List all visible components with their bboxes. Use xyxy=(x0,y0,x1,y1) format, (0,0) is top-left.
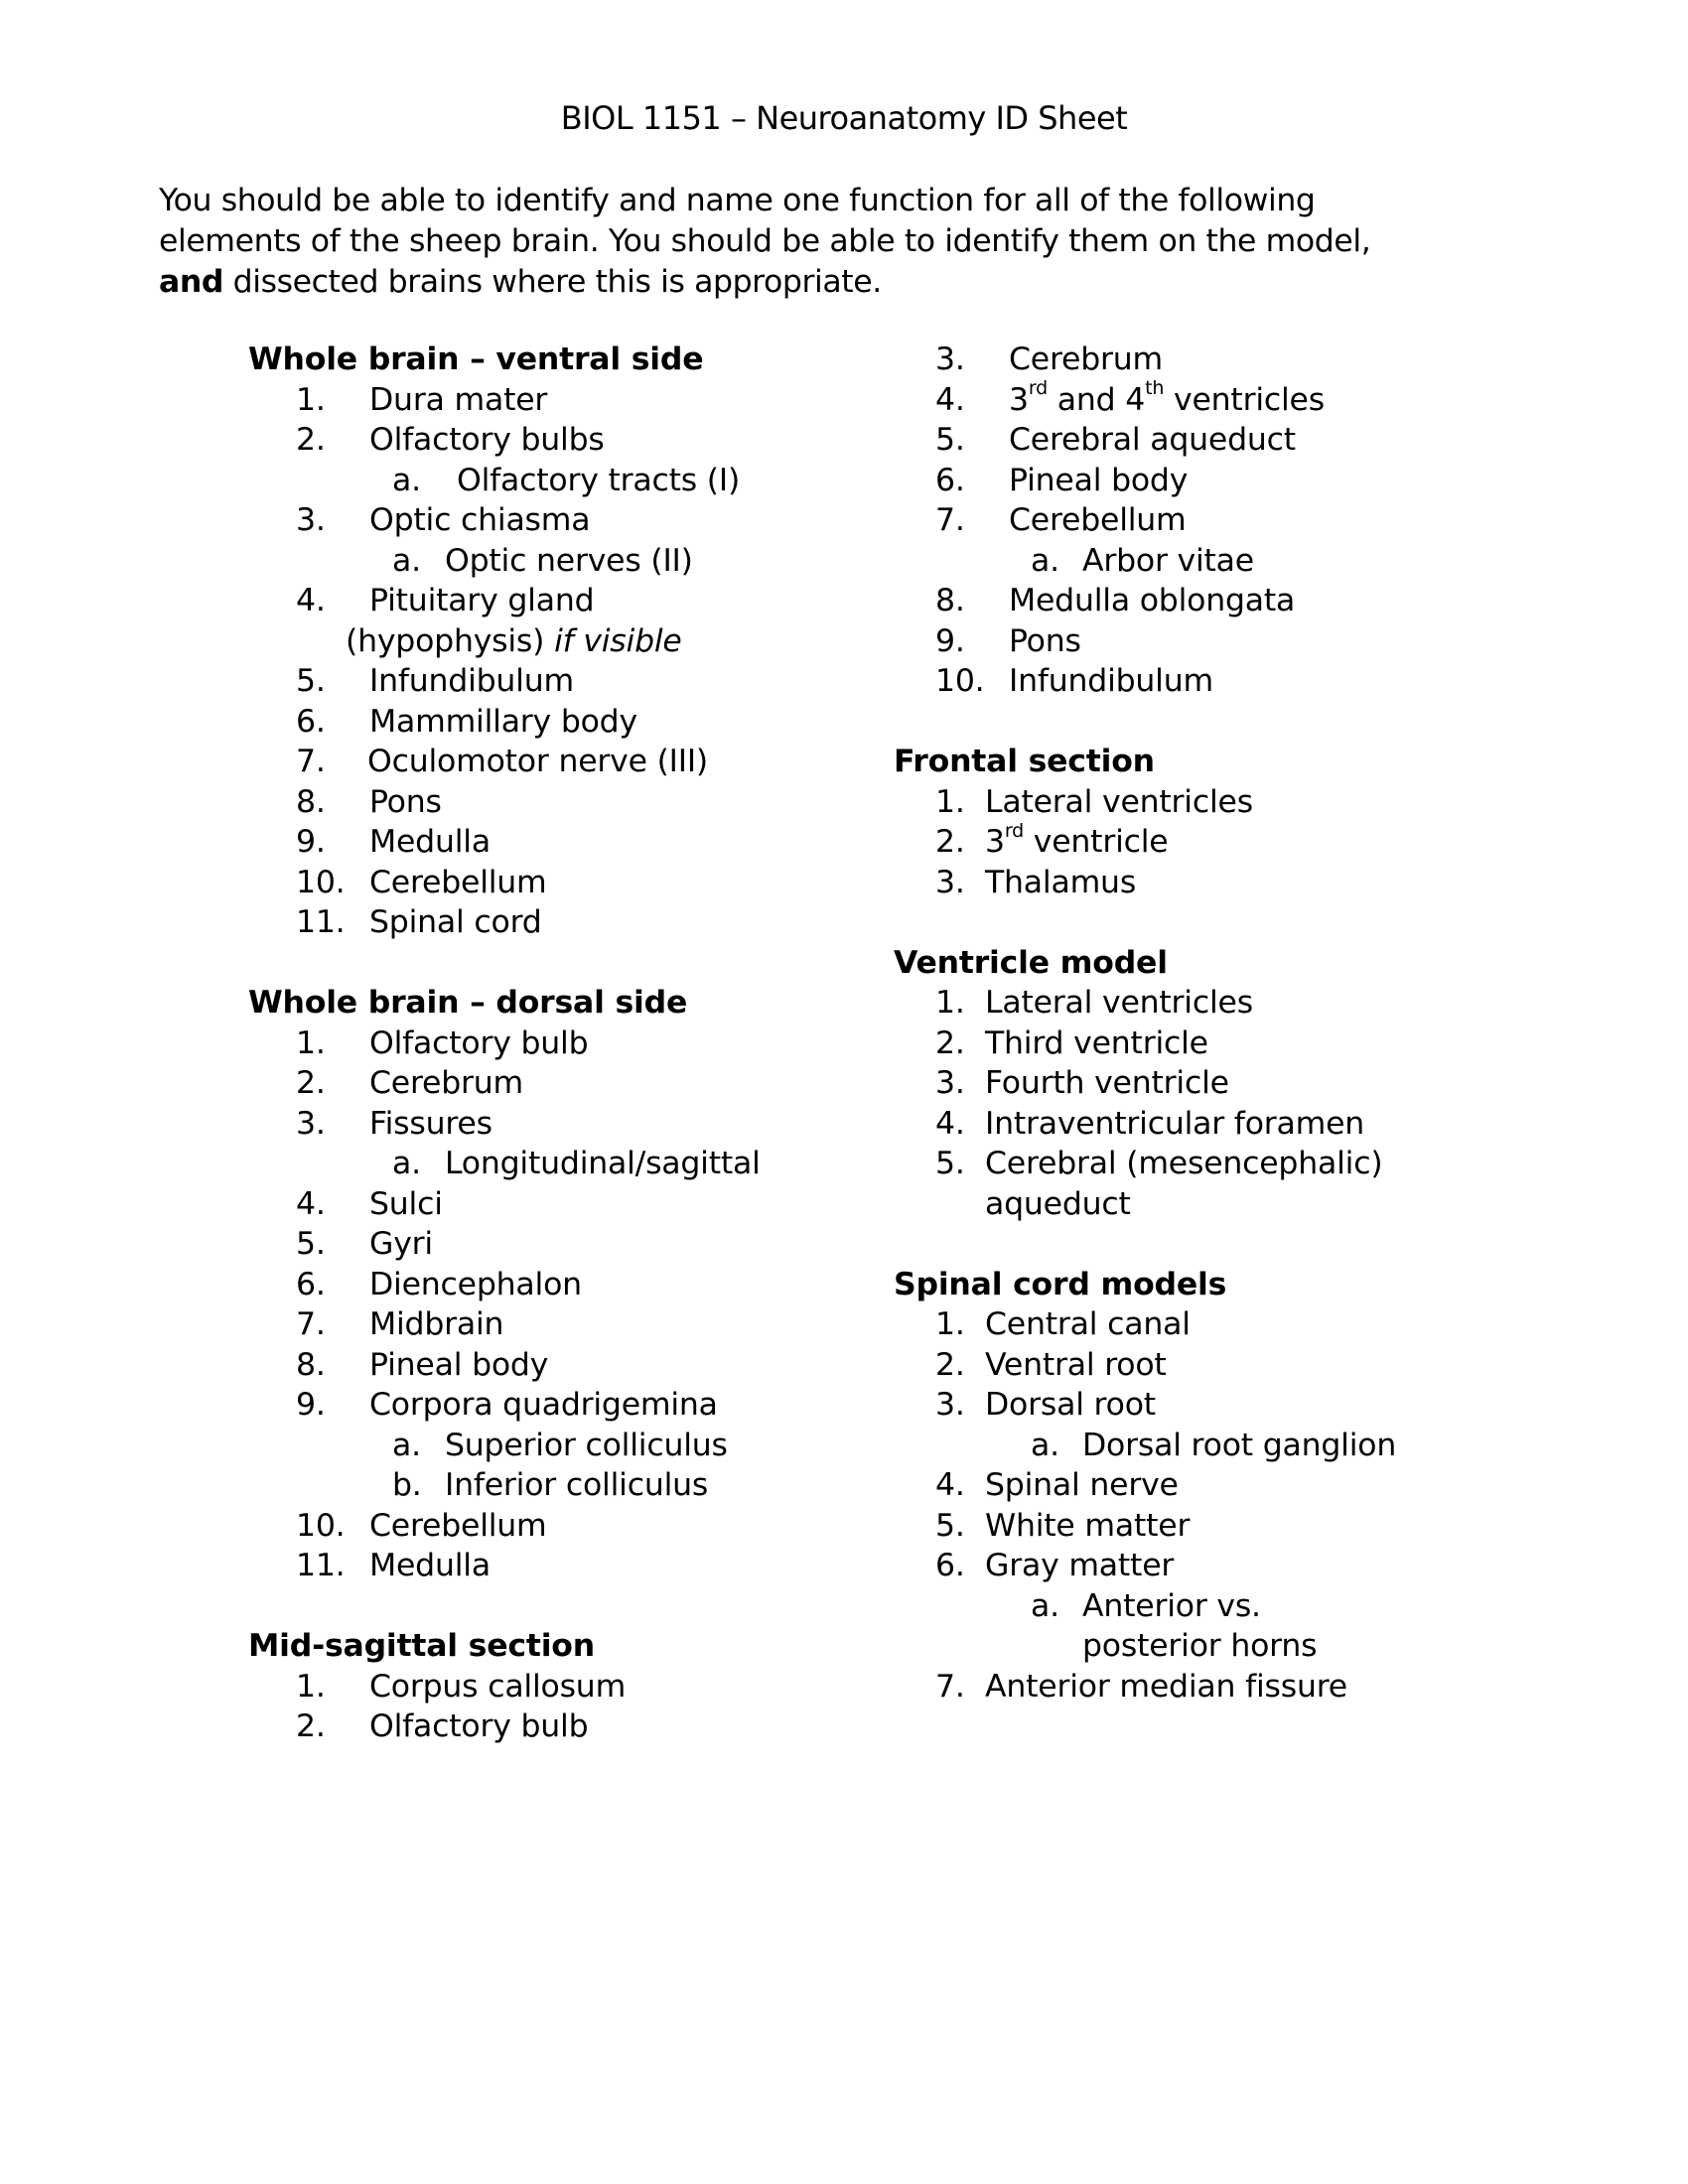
list-item: 3. Dorsal root xyxy=(935,1387,1156,1423)
list-subitem: b. Inferior colliculus xyxy=(392,1467,709,1503)
list-item: 9. Pons xyxy=(935,622,1081,659)
right-column xyxy=(894,340,1489,1706)
list-item: 3. Fissures xyxy=(296,1105,492,1142)
list-item: 2. Olfactory bulbs xyxy=(296,422,605,458)
list-item: 6. Gray matter xyxy=(935,1548,1175,1583)
section-heading-spinal: Spinal cord models xyxy=(894,1266,1227,1302)
list-item: 4. Sulci xyxy=(296,1185,443,1222)
list-item: 3. Thalamus xyxy=(935,864,1137,900)
list-item-continuation: aqueduct xyxy=(985,1185,1131,1222)
list-item: 1. Lateral ventricles xyxy=(935,783,1253,820)
list-item: 2. Third ventricle xyxy=(935,1024,1208,1061)
if-visible-note: if visible xyxy=(554,622,682,659)
list-item-continuation: posterior horns xyxy=(1082,1628,1318,1664)
left-column xyxy=(248,340,864,1747)
list-item: 7. Cerebellum xyxy=(935,502,1187,538)
list-item: 2. 3rd ventricle xyxy=(935,819,1169,860)
list-item: 1. Dura mater xyxy=(296,381,548,418)
list-item: 7. Midbrain xyxy=(296,1306,504,1342)
list-item: 3. Optic chiasma xyxy=(296,502,591,538)
list-item: 11. Spinal cord xyxy=(296,904,542,940)
list-item: 7. Oculomotor nerve (III) xyxy=(296,744,709,779)
list-item: 2. Olfactory bulb xyxy=(296,1708,589,1744)
intro-line: elements of the sheep brain. You should be able to identify them on the model, xyxy=(159,223,1371,259)
intro-line xyxy=(159,262,1549,303)
list-subitem: a. Olfactory tracts (I) xyxy=(392,462,741,498)
list-item: 4. Pituitary gland xyxy=(296,583,595,618)
intro-emphasis: and xyxy=(159,264,224,300)
list-item: 5. Infundibulum xyxy=(296,663,574,699)
intro-paragraph xyxy=(159,181,1549,303)
list-item: 3. Fourth ventricle xyxy=(935,1065,1229,1101)
list-item: 6. Mammillary body xyxy=(296,703,637,740)
list-item: 6. Diencephalon xyxy=(296,1266,582,1302)
list-item: 4. Spinal nerve xyxy=(935,1467,1179,1503)
list-item: 7. Anterior median fissure xyxy=(935,1668,1347,1705)
list-item: 3. Cerebrum xyxy=(935,341,1164,377)
list-subitem: a. Longitudinal/sagittal xyxy=(392,1146,761,1181)
list-item: 10. Cerebellum xyxy=(296,1507,547,1544)
list-item: 1. Olfactory bulb xyxy=(296,1024,589,1061)
list-subitem: a. Anterior vs. xyxy=(1031,1587,1261,1624)
list-item: 5. Cerebral aqueduct xyxy=(935,422,1296,458)
list-item: 5. Cerebral (mesencephalic) xyxy=(935,1146,1383,1181)
list-item: 1. Lateral ventricles xyxy=(935,985,1253,1021)
list-item: 8. Medulla oblongata xyxy=(935,583,1296,618)
list-item: 4. Intraventricular foramen xyxy=(935,1105,1365,1142)
section-heading-ventral: Whole brain – ventral side xyxy=(248,341,704,377)
section-heading-ventricle: Ventricle model xyxy=(894,944,1168,981)
list-subitem: a. Dorsal root ganglion xyxy=(1031,1427,1397,1463)
list-item: 5. White matter xyxy=(935,1507,1191,1544)
list-item: 10. Infundibulum xyxy=(935,663,1213,699)
list-subitem: a. Optic nerves (II) xyxy=(392,542,693,579)
list-item: 9. Corpora quadrigemina xyxy=(296,1387,718,1423)
list-item: 4. 3rd and 4th ventricles xyxy=(935,377,1325,418)
list-item-continuation: (hypophysis) if visible xyxy=(346,622,682,659)
list-subitem: a. Arbor vitae xyxy=(1031,542,1254,579)
list-item: 2. Cerebrum xyxy=(296,1065,524,1101)
intro-line: You should be able to identify and name one function for all of the following xyxy=(159,183,1316,218)
list-item: 1. Corpus callosum xyxy=(296,1668,627,1705)
section-heading-midsagittal: Mid-sagittal section xyxy=(248,1628,595,1664)
list-item: 10. Cerebellum xyxy=(296,864,547,900)
list-item: 8. Pineal body xyxy=(296,1346,549,1383)
list-subitem: a. Superior colliculus xyxy=(392,1427,728,1463)
list-item: 11. Medulla xyxy=(296,1548,491,1583)
list-item: 9. Medulla xyxy=(296,824,491,860)
list-item: 8. Pons xyxy=(296,783,442,820)
list-item: 1. Central canal xyxy=(935,1306,1191,1342)
list-item: 5. Gyri xyxy=(296,1226,433,1262)
section-heading-dorsal: Whole brain – dorsal side xyxy=(248,985,688,1021)
list-item: 2. Ventral root xyxy=(935,1346,1167,1383)
intro-text: dissected brains where this is appropriate. xyxy=(223,264,882,300)
list-item: 6. Pineal body xyxy=(935,462,1189,498)
section-heading-frontal: Frontal section xyxy=(894,744,1155,779)
page-title: BIOL 1151 – Neuroanatomy ID Sheet xyxy=(560,99,1128,137)
